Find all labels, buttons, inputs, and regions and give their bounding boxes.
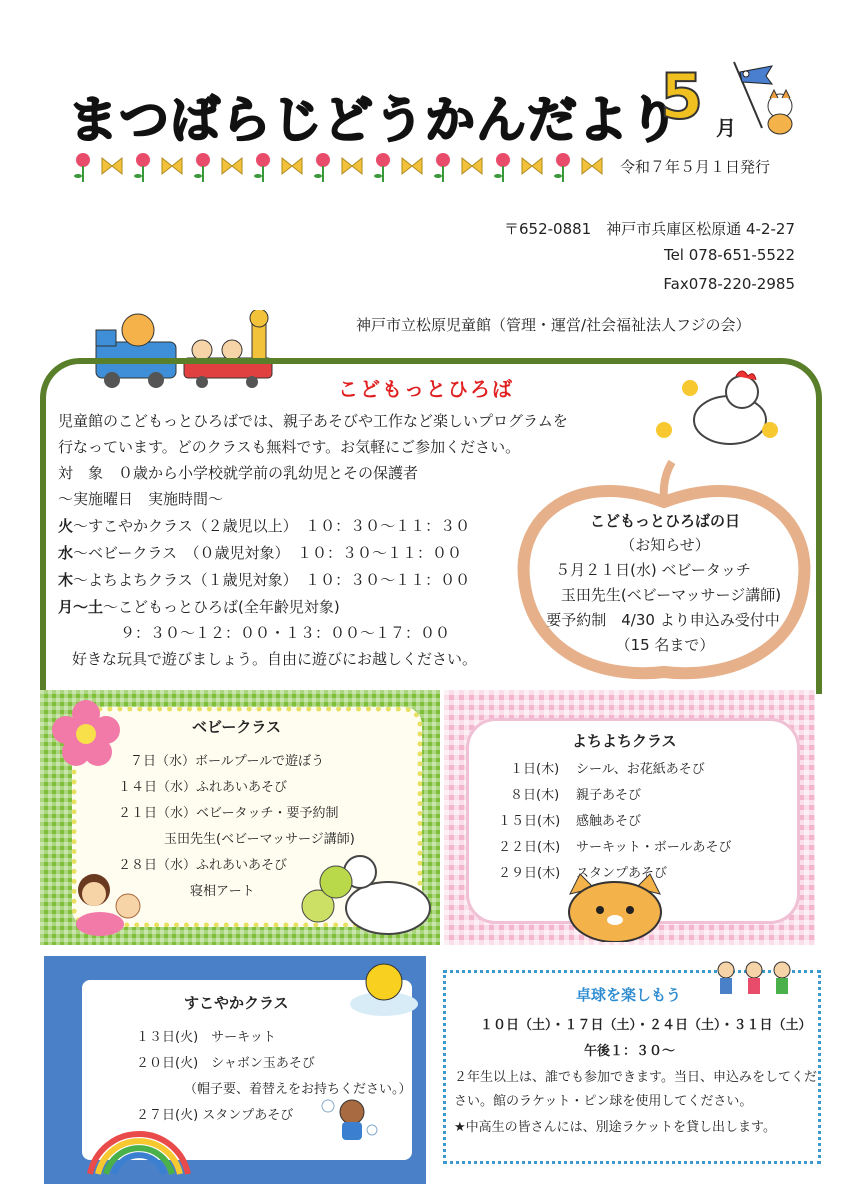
hiroba-time-all: ９：３０～１２：００・１３：００～１７：００ (120, 624, 451, 642)
hiroba-intro-line2: 行なっています。どのクラスも無料です。お気軽にご参加ください。 (58, 438, 521, 456)
schedule-row-mon-sat (58, 596, 340, 617)
sukoyaka-class-title: すこやかクラス (184, 994, 289, 1012)
table-tennis-desc1: ２年生以上は、誰でも参加できます。当日、申込みをしてくだ (454, 1070, 817, 1085)
suko-item: ２０日(火) シャボン玉あそび (136, 1056, 315, 1071)
cat-face-illustration (560, 872, 670, 942)
postal-address: 〒652-0881 神戸市兵庫区松原通 4-2-27 (504, 220, 795, 238)
organization: 神戸市立松原児童館（管理・運営/社会福祉法人フジの会） (356, 316, 751, 334)
notice-line3: 要予約制 4/30 より申込み受付中 (546, 611, 780, 629)
yochi-item-desc: サーキット・ボールあそび (576, 840, 732, 855)
yochi-item-desc: 親子あそび (576, 788, 642, 803)
notice-title: こどもっとひろばの日 (589, 512, 740, 530)
schedule-text: ～こどもっとひろば(全年齢児対象) (103, 598, 340, 616)
schedule-text: ～ベビークラス （０歳児対象） １０：３０～１１：００ (73, 544, 462, 562)
issue-date: 令和７年５月１日発行 (620, 158, 771, 176)
schedule-day: 火 (58, 517, 74, 535)
mother-baby-illustration (70, 870, 150, 936)
yochi-item-desc: 感触あそび (576, 814, 642, 829)
hiroba-schedule-header: ～実施曜日 実施時間～ (58, 490, 224, 508)
hen-chicks-illustration (650, 370, 780, 450)
baby-item: ７日（水）ボールプールで遊ぼう (130, 754, 325, 769)
baby-item: 寝相アート (190, 884, 255, 899)
table-tennis-time: 午後１：３０～ (584, 1044, 676, 1059)
notice-subtitle: （お知らせ） (620, 536, 710, 554)
hiroba-title: こどもっとひろば (338, 377, 514, 401)
yochi-item-date: ２９日(木) (498, 866, 561, 881)
baby-item: １４日（水）ふれあいあそび (118, 780, 288, 795)
schedule-day: 水 (58, 544, 74, 562)
flower-ribbon-border (68, 148, 608, 188)
table-tennis-dates: １０日（土）・１７日（土）・２４日（土）・３１日（土） (480, 1018, 812, 1033)
hiroba-target: 対 象 ０歳から小学校就学前の乳幼児とその保護者 (58, 464, 419, 482)
table-tennis-note: ★中高生の皆さんには、別途ラケットを貸し出します。 (454, 1120, 776, 1135)
baby-item: 玉田先生(ベビーマッサージ講師) (164, 832, 355, 847)
yochi-item-desc: スタンプあそび (576, 866, 668, 881)
suko-item: ２７日(火) スタンプあそび (136, 1108, 294, 1123)
hiroba-intro-line1: 児童館のこどもっとひろばでは、親子あそびや工作など楽しいプログラムを (58, 412, 568, 430)
newsletter-title: まつばらじどうかんだより (68, 91, 680, 149)
month-suffix: 月 (716, 116, 736, 140)
hiroba-closing: 好きな玩具で遊びましょう。自由に遊びにお越しください。 (72, 650, 478, 668)
schedule-text: ～よちよちクラス（１歳児対象） １０：３０～１１：００ (73, 571, 471, 589)
month-number: 5 (660, 60, 704, 133)
koinobori-cat-illustration (722, 58, 802, 138)
children-illustration (708, 958, 800, 1004)
yochi-item-desc: シール、お花紙あそび (576, 762, 705, 777)
schedule-text: ～すこやかクラス（２歳児以上） １０：３０～１１：３０ (73, 517, 471, 535)
baby-item: ２８日（水）ふれあいあそび (118, 858, 288, 873)
yochiyochi-class-title: よちよちクラス (572, 732, 677, 750)
tel-number: Tel 078-651-5522 (663, 246, 795, 264)
table-tennis-desc2: さい。館のラケット・ピン球を使用してください。 (454, 1094, 753, 1109)
rainbow-illustration (84, 1120, 194, 1176)
notice-line4: （15 名まで） (615, 636, 715, 654)
schedule-row-tue (58, 515, 470, 536)
yochi-item-date: １日(木) (510, 762, 560, 777)
baby-item: ２１日（水）ベビータッチ・要予約制 (118, 806, 339, 821)
schedule-row-wed (58, 542, 462, 563)
baby-class-title: ベビークラス (192, 718, 281, 736)
schedule-day: 木 (58, 571, 74, 589)
schedule-row-thu (58, 569, 470, 590)
schedule-day: 月～土 (58, 598, 104, 616)
chick-on-cloud-illustration (344, 960, 424, 1020)
duck-chick-illustration (296, 846, 436, 938)
table-tennis-title: 卓球を楽しもう (576, 986, 682, 1004)
fax-number: Fax078-220-2985 (663, 275, 795, 293)
bear-bubbles-illustration (320, 1094, 380, 1144)
yochi-item-date: ２２日(木) (498, 840, 561, 855)
suko-item: １３日(火) サーキット (136, 1030, 276, 1045)
notice-line1: ５月２１日(水) ベビータッチ (555, 561, 751, 579)
notice-line2: 玉田先生(ベビーマッサージ講師) (560, 586, 782, 604)
yochi-item-date: ８日(木) (510, 788, 560, 803)
suko-item: （帽子要、着替えをお持ちください。） (184, 1082, 412, 1097)
yochi-item-date: １５日(木) (498, 814, 561, 829)
